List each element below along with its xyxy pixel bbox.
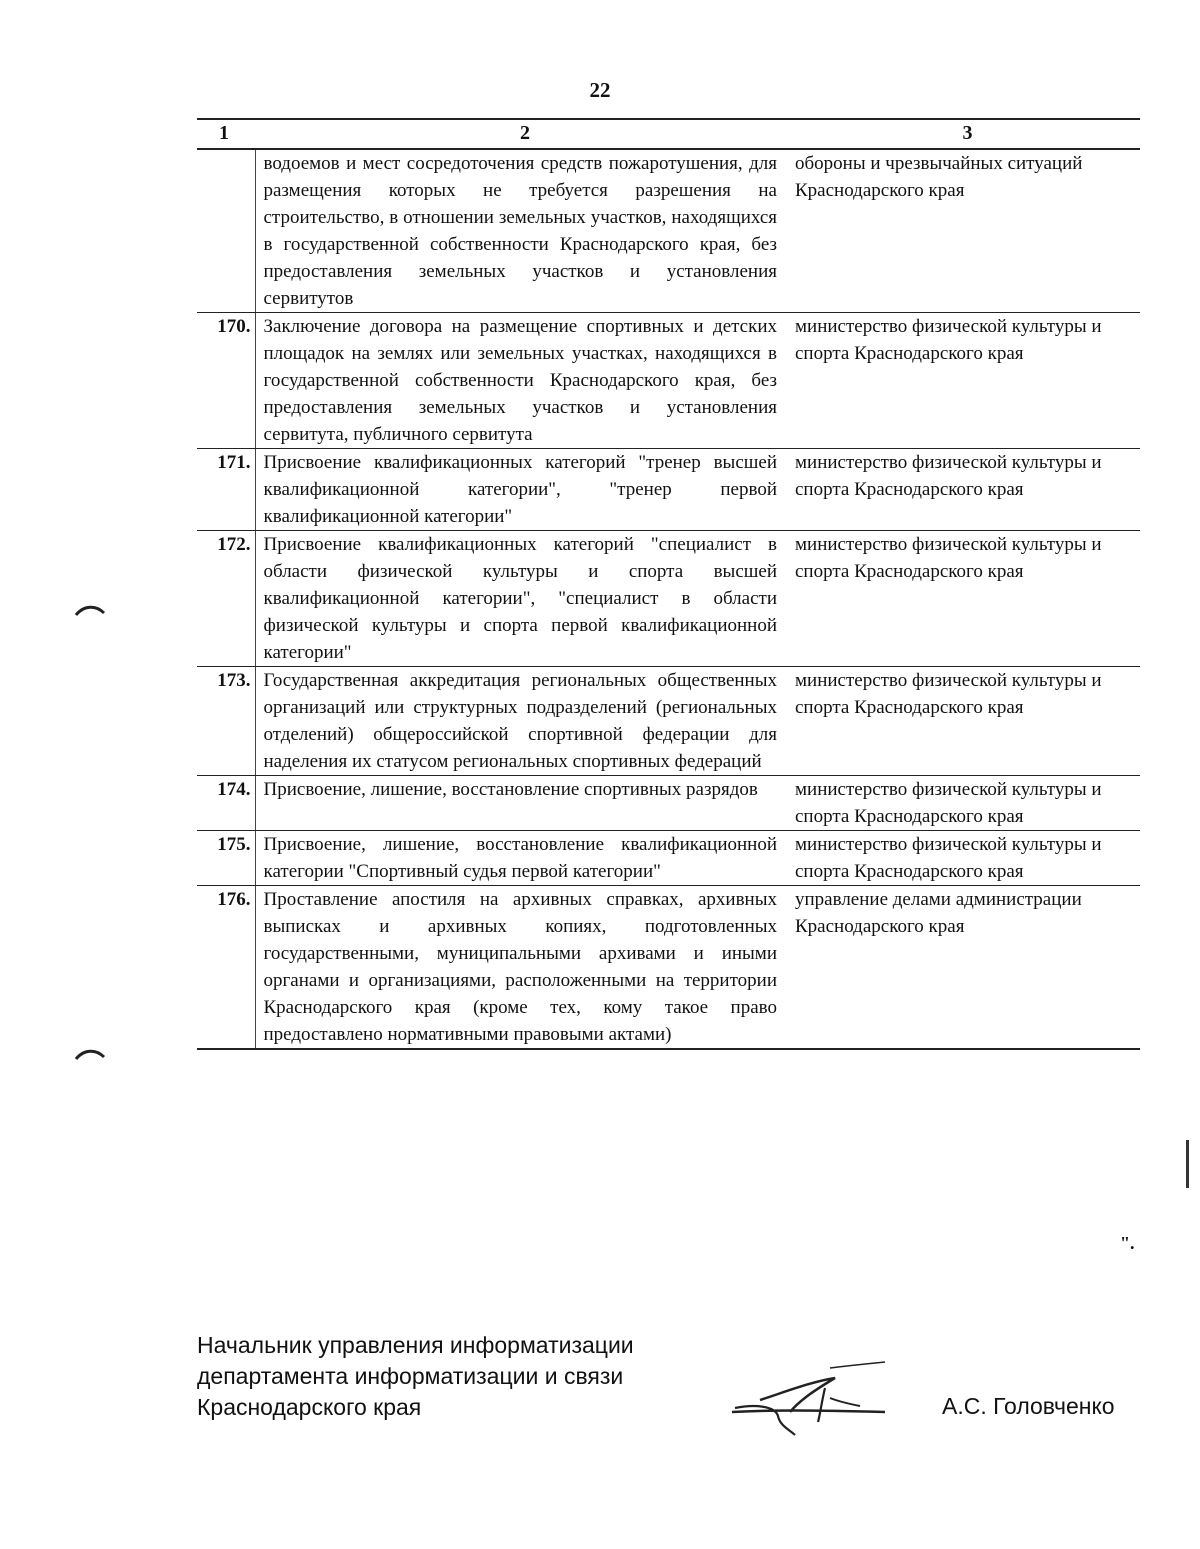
table-row <box>197 831 1140 886</box>
row-number: 170. <box>197 313 255 449</box>
table-row <box>197 531 1140 667</box>
table-row-continuation <box>197 149 1140 313</box>
page-number: 22 <box>589 78 611 102</box>
table-closing-mark: ". <box>1120 1233 1135 1253</box>
row-number-empty <box>197 149 255 313</box>
scan-mark <box>74 603 106 617</box>
row-department: министерство физической культуры и спорта Краснодарского края <box>795 667 1140 776</box>
row-number: 175. <box>197 831 255 886</box>
row-service-text: водоемов и мест сосредоточения средств пожаротушения, для размещения которых не требуется разрешения на строительство, в отношении земельных участков, находящихся в государственной собственности Краснодарского края, без предоставления земельных участков и установления сервитутов <box>255 149 795 313</box>
row-department: обороны и чрезвычайных ситуаций Краснодарского края <box>795 149 1140 313</box>
signer-title-line: департамента информатизации и связи <box>197 1363 624 1389</box>
row-department: управление делами администрации Краснодарского края <box>795 886 1140 1050</box>
row-number: 173. <box>197 667 255 776</box>
row-department: министерство физической культуры и спорта Краснодарского края <box>795 313 1140 449</box>
row-service-text: Заключение договора на размещение спортивных и детских площадок на землях или земельных участках, находящихся в государственной собственности Краснодарского края, без предоставления земельных участков и установления сервитута, публичного сервитута <box>255 313 795 449</box>
row-number: 176. <box>197 886 255 1050</box>
row-department: министерство физической культуры и спорта Краснодарского края <box>795 776 1140 831</box>
signer-title <box>197 1330 634 1423</box>
column-header-number: 1 <box>197 119 255 149</box>
column-header-service: 2 <box>255 119 795 149</box>
row-service-text: Проставление апостиля на архивных справках, архивных выписках и архивных копиях, подготовленных государственными, муниципальными архивами и иными органами и организациями, расположенными на территории Краснодарского края (кроме тех, кому такое право предоставлено нормативными правовыми актами) <box>255 886 795 1050</box>
table-row <box>197 886 1140 1050</box>
scan-mark <box>1186 1140 1189 1188</box>
signer-name: А.С. Головченко <box>942 1393 1115 1419</box>
row-service-text: Государственная аккредитация региональных общественных организаций или структурных подразделений (региональных отделений) общероссийской спортивной федерации для наделения их статусом региональных спортивных федераций <box>255 667 795 776</box>
signer-title-line: Краснодарского края <box>197 1394 422 1420</box>
row-service-text: Присвоение, лишение, восстановление квалификационной категории "Спортивный судья первой категории" <box>255 831 795 886</box>
scan-mark <box>74 1047 106 1061</box>
table-row <box>197 667 1140 776</box>
row-department: министерство физической культуры и спорта Краснодарского края <box>795 831 1140 886</box>
table-header-row <box>197 119 1140 149</box>
row-service-text: Присвоение, лишение, восстановление спортивных разрядов <box>255 776 795 831</box>
services-table <box>197 118 1140 1050</box>
column-header-department: 3 <box>795 119 1140 149</box>
row-service-text: Присвоение квалификационных категорий "специалист в области физической культуры и спорта высшей квалификационной категории", "специалист в области физической культуры и спорта первой квалификационной категории" <box>255 531 795 667</box>
row-department: министерство физической культуры и спорта Краснодарского края <box>795 449 1140 531</box>
row-number: 171. <box>197 449 255 531</box>
row-number: 174. <box>197 776 255 831</box>
row-department: министерство физической культуры и спорта Краснодарского края <box>795 531 1140 667</box>
signer-title-line: Начальник управления информатизации <box>197 1332 634 1358</box>
row-service-text: Присвоение квалификационных категорий "тренер высшей квалификационной категории", "тренер первой квалификационной категории" <box>255 449 795 531</box>
handwritten-signature <box>730 1360 890 1440</box>
table-row <box>197 313 1140 449</box>
table-row <box>197 776 1140 831</box>
table-row <box>197 449 1140 531</box>
row-number: 172. <box>197 531 255 667</box>
